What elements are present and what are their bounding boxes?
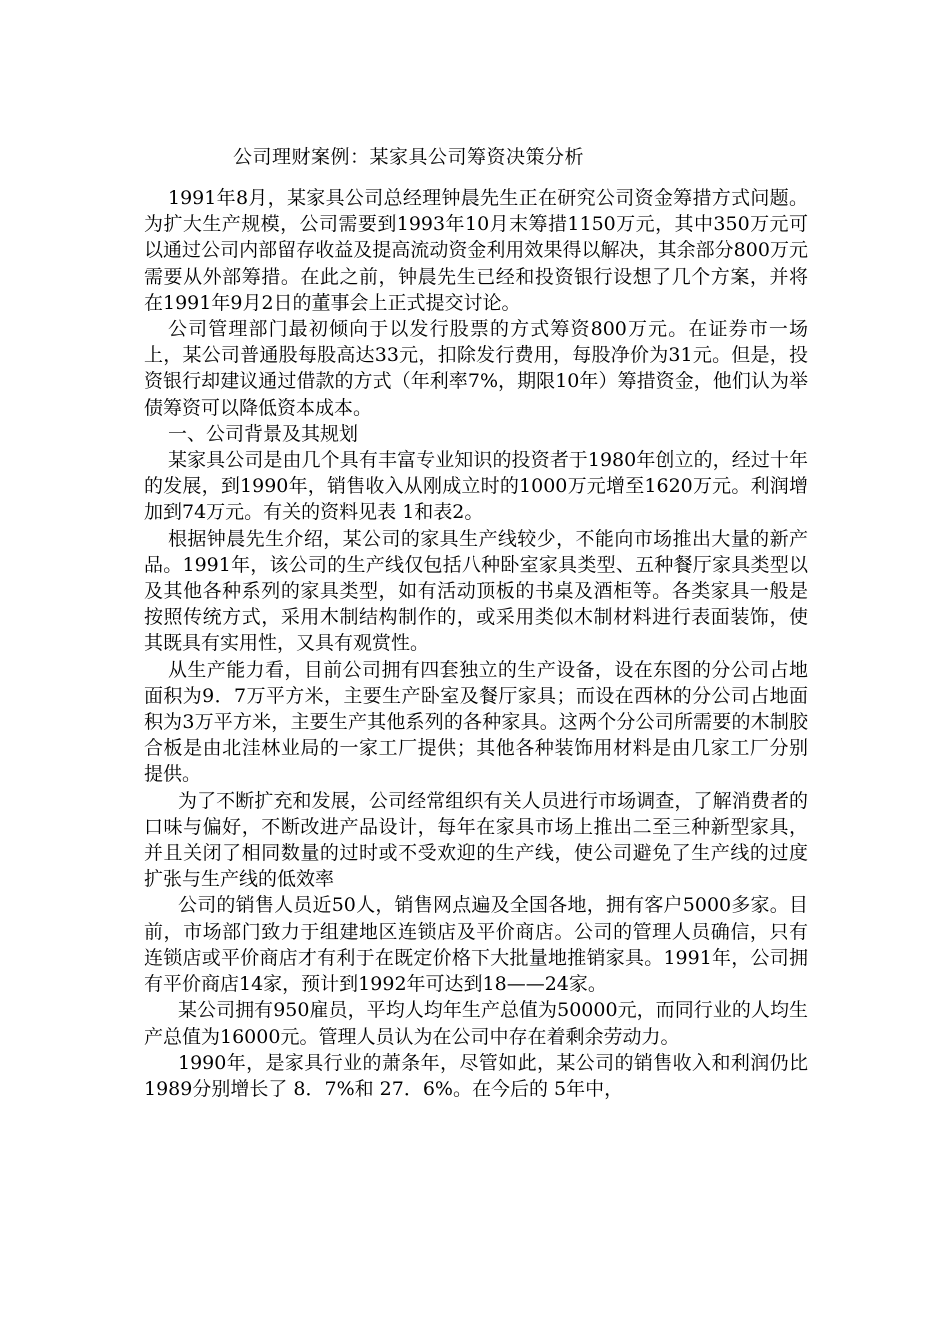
document-title: 公司理财案例：某家具公司筹资决策分析 [233, 146, 585, 168]
paragraph-sales-network: 公司的销售人员近50人，销售网点遍及全国各地，拥有客户5000多家。目前，市场部门致力于组建地区连锁店及平价商店。公司的管理人员确信，只有连锁店或平价商店才有利于在既定价格下大批量地推销家具。1991年，公司拥有平价商店14家，预计到1992年可达到18——24家。 [144, 894, 808, 996]
document-body [144, 185, 808, 1102]
paragraph-financing-options: 公司管理部门最初倾向于以发行股票的方式筹资800万元。在证券市一场上，某公司普通股每股高达33元，扣除发行费用，每股净价为31元。但是，投资银行却建议通过借款的方式（年利率7%，期限10年）筹措资金，他们认为举债筹资可以降低资本成本。 [144, 318, 808, 419]
paragraph-production-capacity: 从生产能力看，目前公司拥有四套独立的生产设备，设在东图的分公司占地面积为9．7万平方米，主要生产卧室及餐厅家具；而设在西林的分公司占地面积为3万平方米，主要生产其他系列的各种家具。这两个分公司所需要的木制胶合板是由北洼林业局的一家工厂提供；其他各种装饰用材料是由几家工厂分别提供。 [144, 658, 808, 786]
paragraph-product-lines: 根据钟晨先生介绍，某公司的家具生产线较少，不能向市场推出大量的新产品。1991年，该公司的生产线仅包括八种卧室家具类型、五种餐厅家具类型以及其他各种系列的家具类型，如有活动顶板的书桌及酒柜等。各类家具一般是按照传统方式，采用木制结构制作的，或采用类似木制材料进行表面装饰，使其既具有实用性，又具有观赏性。 [144, 527, 808, 655]
paragraph-market-research: 为了不断扩充和发展，公司经常组织有关人员进行市场调查，了解消费者的口味与偏好，不断改进产品设计，每年在家具市场上推出二至三种新型家具，并且关闭了相同数量的过时或不受欢迎的生产线，使公司避免了生产线的过度扩张与生产线的低效率 [144, 789, 808, 891]
paragraph-financing-background: 1991年8月，某家具公司总经理钟晨先生正在研究公司资金筹措方式问题。为扩大生产规模，公司需要到1993年10月末筹措1150万元，其中350万元可以通过公司内部留存收益及提高流动资金利用效果得以解决，其余部分800万元需要从外部筹措。在此之前，钟晨先生已经和投资银行设想了几个方案，并将在1991年9月2日的董事会上正式提交讨论。 [144, 187, 808, 314]
paragraph-employees: 某公司拥有950雇员，平均人均年生产总值为50000元，而同行业的人均生产总值为16000元。管理人员认为在公司中存在着剩余劳动力。 [144, 999, 808, 1048]
paragraph-1990-performance: 1990年，是家具行业的萧条年，尽管如此，某公司的销售收入和利润仍比1989分别增长了 8．7%和 27．6%。在今后的 5年中， [144, 1051, 808, 1100]
paragraph-company-founding: 某家具公司是由几个具有丰富专业知识的投资者于1980年创立的，经过十年的发展，到1990年，销售收入从刚成立时的1000万元增至1620万元。利润增加到74万元。有关的资料见表 1和表2。 [144, 449, 808, 524]
section-heading-company-background: 一、公司背景及其规划 [168, 422, 359, 445]
